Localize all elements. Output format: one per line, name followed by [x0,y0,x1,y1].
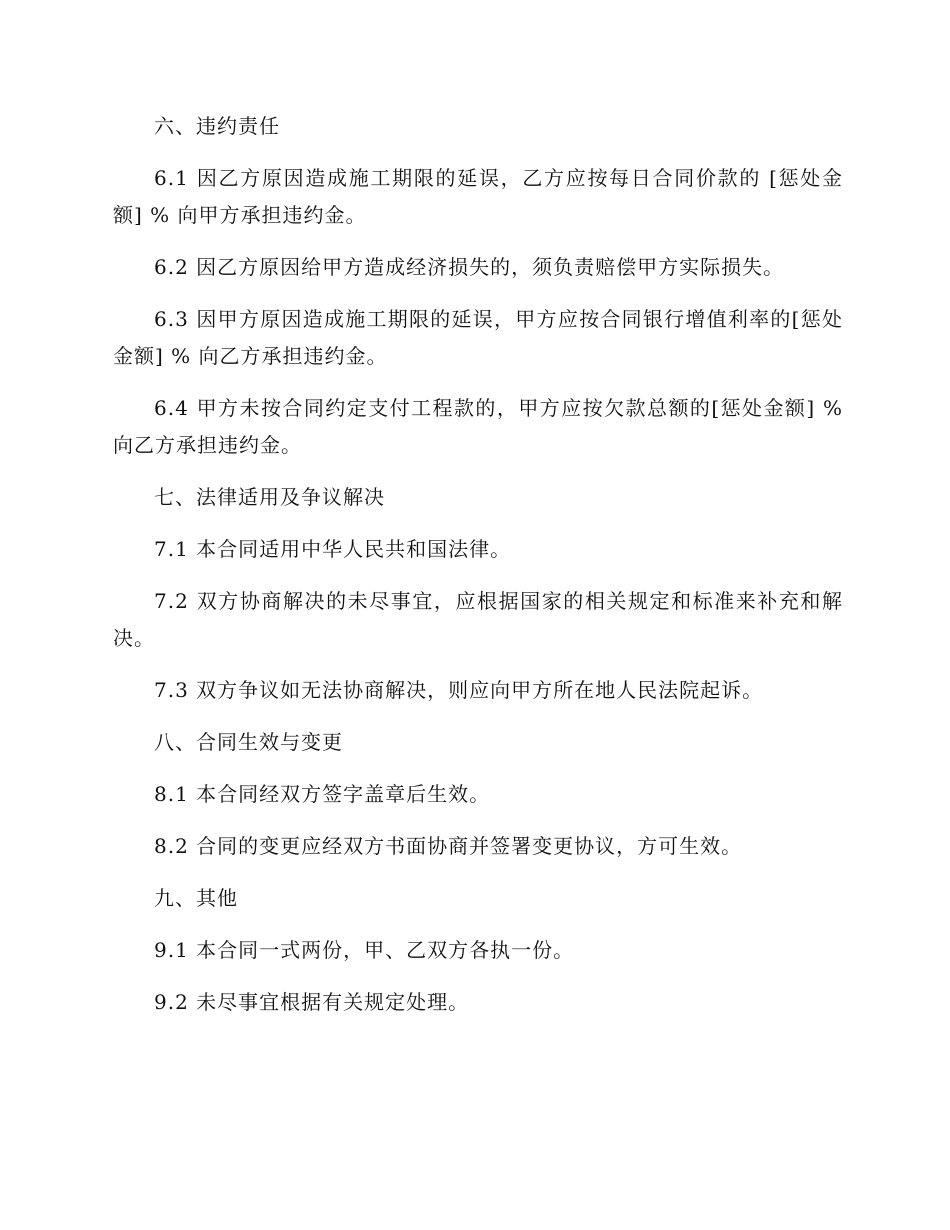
clause-6-4: 6.4 甲方未按合同约定支付工程款的，甲方应按欠款总额的[惩处金额] % 向乙方承担违约金。 [113,396,843,457]
section-heading-effect: 八、合同生效与变更 [154,730,343,754]
clause-6-1: 6.1 因乙方原因造成施工期限的延误，乙方应按每日合同价款的 [惩处金额] % 向甲方承担违约金。 [113,166,843,227]
clause-7-3: 7.3 双方争议如无法协商解决，则应向甲方所在地人民法院起诉。 [154,678,764,702]
section-heading-law: 七、法律适用及争议解决 [154,485,385,509]
document-body [113,108,843,1036]
clause-8-2: 8.2 合同的变更应经双方书面协商并签署变更协议，方可生效。 [154,834,743,858]
clause-7-2: 7.2 双方协商解决的未尽事宜，应根据国家的相关规定和标准来补充和解决。 [113,589,843,650]
clause-7-1: 7.1 本合同适用中华人民共和国法律。 [154,537,512,561]
clause-6-3: 6.3 因甲方原因造成施工期限的延误，甲方应按合同银行增值利率的[惩处金额] % 向乙方承担违约金。 [113,307,843,368]
section-heading-other: 九、其他 [154,886,238,910]
section-heading-breach: 六、违约责任 [154,114,280,138]
clause-9-1: 9.1 本合同一式两份，甲、乙双方各执一份。 [154,938,575,962]
clause-8-1: 8.1 本合同经双方签字盖章后生效。 [154,782,491,806]
clause-9-2: 9.2 未尽事宜根据有关规定处理。 [154,990,470,1014]
clause-6-2: 6.2 因乙方原因给甲方造成经济损失的，须负责赔偿甲方实际损失。 [154,255,785,279]
